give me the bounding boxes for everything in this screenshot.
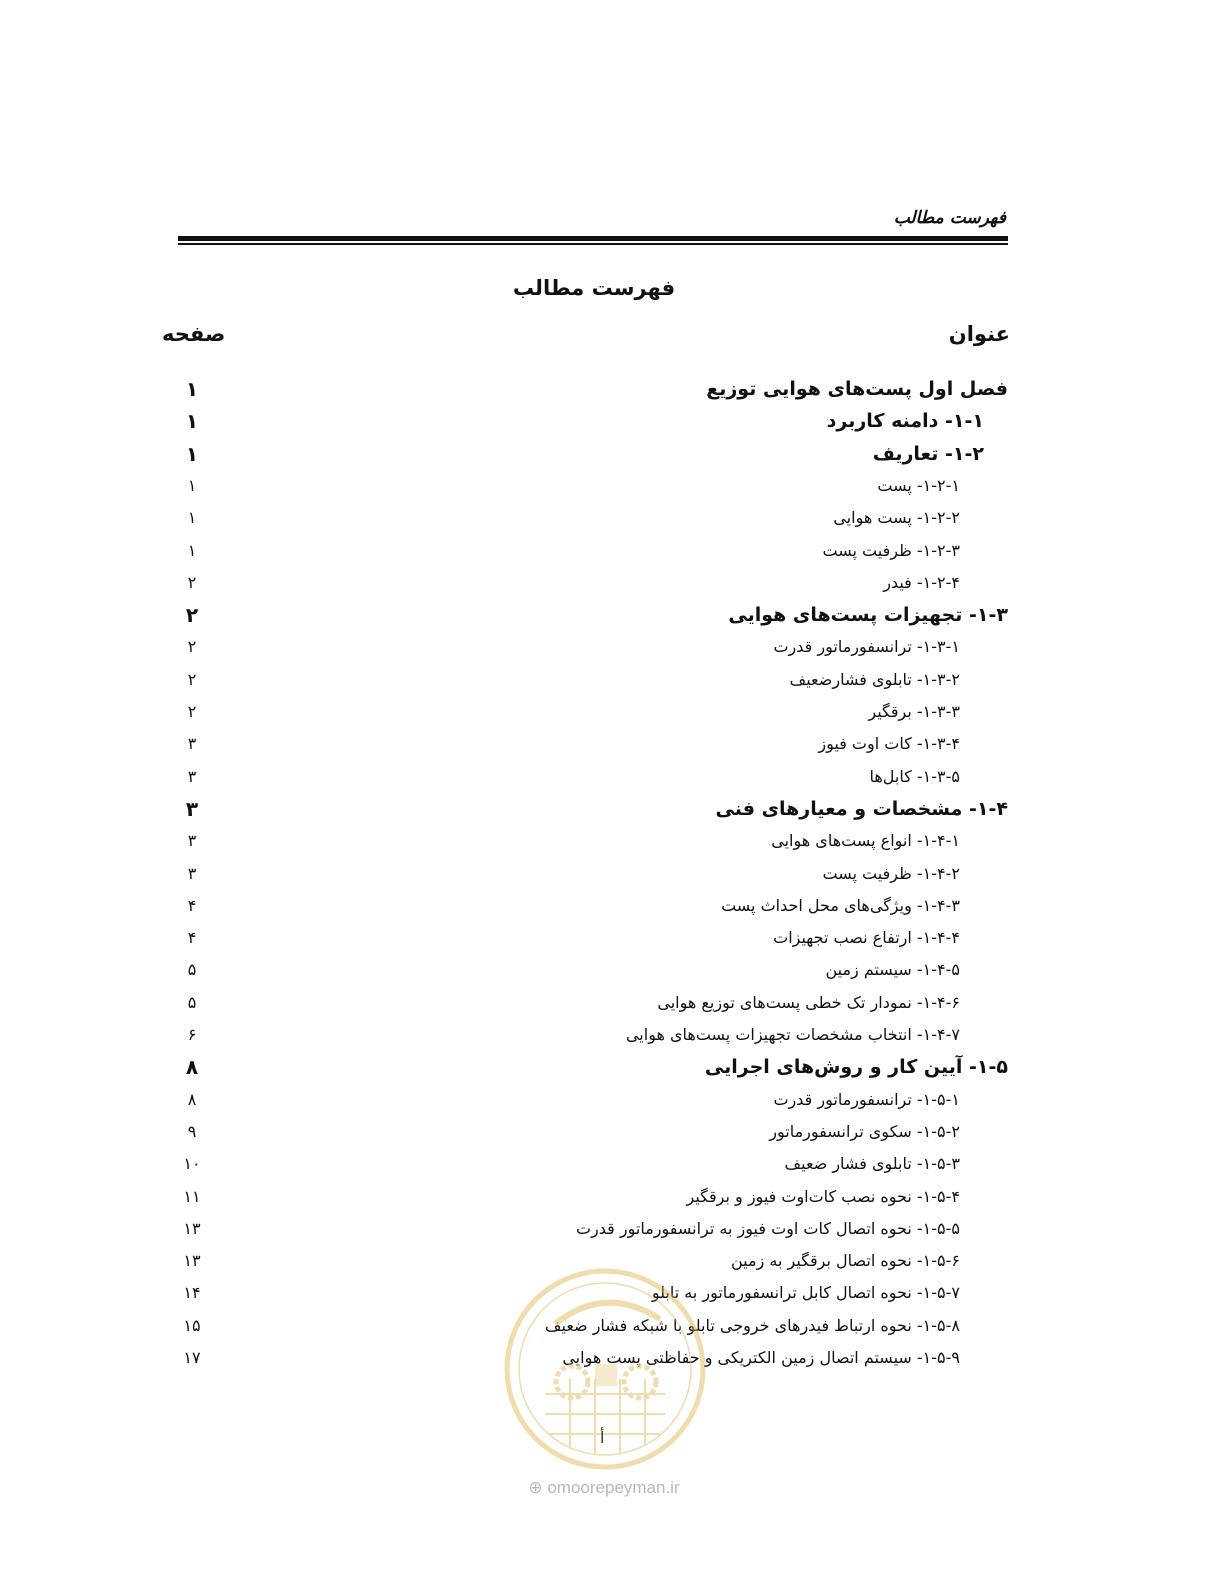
toc-entry <box>160 1182 1008 1212</box>
toc-entry <box>160 1117 1008 1147</box>
toc-entry <box>160 1278 1008 1308</box>
toc-entry-page: ۶ <box>187 1025 197 1044</box>
toc-entry <box>160 1311 1008 1341</box>
toc-entry <box>160 406 1008 436</box>
toc-entry <box>160 471 1008 501</box>
toc-entry <box>160 439 1008 469</box>
toc-entry-title: ۱-۴-۲- ظرفیت پست <box>822 863 960 883</box>
toc-entry-page: ۳ <box>187 766 197 786</box>
column-page-label: صفحه <box>162 322 226 346</box>
toc-entry-page: ۹ <box>187 1121 197 1141</box>
toc-entry-page: ۳ <box>187 734 197 754</box>
toc-entry <box>160 1246 1008 1276</box>
toc-entry <box>160 374 1008 404</box>
toc-entry-page: ۱ <box>185 441 199 466</box>
toc-entry-page: ۱ <box>187 540 197 560</box>
toc-entry-title: ۱-۳-۱- ترانسفورماتور قدرت <box>773 637 960 657</box>
toc-entry-page: ۱ <box>187 475 197 495</box>
toc-entry <box>160 1343 1008 1373</box>
column-title-label: عنوان <box>948 322 1010 346</box>
toc-entry <box>160 665 1008 695</box>
toc-entry-title: ۱-۲-۳- ظرفیت پست <box>822 540 960 560</box>
toc-entry-title: ۱-۲-۲- پست هوایی <box>833 508 960 528</box>
toc-entry-page: ۱ <box>185 409 199 434</box>
page-number: أ <box>600 1428 605 1447</box>
toc-entry-title: ۱-۵-۹- سیستم اتصال زمین الکتریکی و حفاظتی پست هوایی <box>562 1348 960 1367</box>
toc-entry-page: ۱۳ <box>183 1218 201 1238</box>
toc-entry-title: ۱-۳-۴- کات اوت فیوز <box>818 734 960 754</box>
page-title: فهرست مطالب <box>512 276 676 300</box>
toc-entry <box>160 923 1008 953</box>
toc-entry-title: ۱-۴- مشخصات و معیارهای فنی <box>715 797 1008 820</box>
toc-entry-page: ۲ <box>187 637 197 657</box>
toc-entry <box>160 859 1008 889</box>
toc-entry-title: ۱-۲-۱- پست <box>877 475 960 495</box>
toc-entry-title: ۱-۵- آیین کار و روش‌های اجرایی <box>704 1056 1008 1079</box>
toc-entry-page: ۱۵ <box>183 1315 201 1335</box>
toc-entry-page: ۱۱ <box>183 1186 201 1206</box>
toc-entry-title: ۱-۳-۳- برقگیر <box>868 702 960 721</box>
toc-entry <box>160 1052 1008 1082</box>
toc-entry <box>160 794 1008 824</box>
toc-entry-page: ۱۳ <box>183 1251 201 1271</box>
toc-entry-title: ۱-۵-۱- ترانسفورماتور قدرت <box>773 1089 960 1109</box>
toc-entry-title: ۱-۴-۵- سیستم زمین <box>825 960 960 980</box>
toc-entry-page: ۲ <box>187 702 197 721</box>
toc-entry <box>160 568 1008 598</box>
toc-entry <box>160 955 1008 985</box>
toc-entry-title: ۱-۱- دامنه کاربرد <box>826 410 984 433</box>
toc-entry-title: ۱-۳-۵- کابل‌ها <box>869 766 960 786</box>
toc-entry <box>160 729 1008 759</box>
toc-entry-title: فصل اول پست‌های هوایی توزیع <box>706 378 1008 400</box>
toc-entry <box>160 503 1008 533</box>
toc-entry-page: ۸ <box>187 1089 197 1109</box>
toc-entry-title: ۱-۲- تعاریف <box>872 442 984 465</box>
toc-entry-title: ۱-۵-۴- نحوه نصب کات‌اوت فیوز و برقگیر <box>686 1186 960 1206</box>
toc-entry <box>160 697 1008 727</box>
toc-entry-page: ۱۴ <box>183 1283 201 1303</box>
toc-entry-title: ۱-۴-۳- ویژگی‌های محل احداث پست <box>721 895 960 915</box>
toc-entry-page: ۴ <box>187 895 197 915</box>
toc-entry-title: ۱-۵-۸- نحوه ارتباط فیدرهای خروجی تابلو با شبکه فشار ضعیف <box>544 1315 960 1335</box>
toc-entry-page: ۲ <box>185 603 199 628</box>
toc-entry <box>160 826 1008 856</box>
toc-entry <box>160 1085 1008 1115</box>
toc-entry-page: ۳ <box>187 831 197 851</box>
toc-entry-page: ۱۰ <box>183 1154 201 1174</box>
toc-entry <box>160 762 1008 792</box>
toc-entry-page: ۲ <box>187 572 197 592</box>
toc-entry <box>160 1020 1008 1050</box>
toc-entry-title: ۱-۵-۷- نحوه اتصال کابل ترانسفورماتور به تابلو <box>651 1283 960 1303</box>
toc-entry <box>160 988 1008 1018</box>
toc-entry <box>160 536 1008 566</box>
toc-entry-title: ۱-۳- تجهیزات پست‌های هوایی <box>728 604 1008 627</box>
toc-entry-page: ۳ <box>187 863 197 883</box>
toc-entry-title: ۱-۴-۱- انواع پست‌های هوایی <box>771 831 960 851</box>
toc-entry-page: ۱ <box>187 508 197 528</box>
toc-entry-page: ۲ <box>187 669 197 689</box>
globe-icon: ⊕ <box>528 1478 543 1497</box>
footer-url <box>0 1478 1208 1498</box>
toc-entry-page: ۱۷ <box>183 1348 201 1367</box>
toc-entry-page: ۸ <box>185 1055 199 1080</box>
toc-entry-page: ۴ <box>187 928 197 948</box>
toc-entry-page: ۵ <box>187 960 197 980</box>
toc-entry <box>160 600 1008 630</box>
toc-entry-title: ۱-۲-۴- فیدر <box>883 572 960 592</box>
toc-entry-page: ۵ <box>187 992 197 1012</box>
toc-entry-title: ۱-۵-۲- سکوی ترانسفورماتور <box>769 1121 960 1141</box>
toc-entry-title: ۱-۴-۷- انتخاب مشخصات تجهیزات پست‌های هوایی <box>625 1025 960 1044</box>
footer-url-text: omoorepeyman.ir <box>547 1478 680 1497</box>
toc-entry <box>160 891 1008 921</box>
toc-entry <box>160 632 1008 662</box>
toc-entry-title: ۱-۵-۵- نحوه اتصال کات اوت فیوز به ترانسفورماتور قدرت <box>575 1218 960 1238</box>
toc-entry-title: ۱-۳-۲- تابلوی فشارضعیف <box>789 669 960 689</box>
toc-entry <box>160 1214 1008 1244</box>
toc-entry-title: ۱-۵-۶- نحوه اتصال برقگیر به زمین <box>731 1251 960 1271</box>
toc-entry-title: ۱-۵-۳- تابلوی فشار ضعیف <box>784 1154 960 1174</box>
toc-entry-title: ۱-۴-۴- ارتفاع نصب تجهیزات <box>773 928 960 948</box>
toc-entry-page: ۱ <box>185 377 199 401</box>
header-running-title: فهرست مطالب <box>893 208 1006 228</box>
toc-entry <box>160 1149 1008 1179</box>
toc-entry-page: ۳ <box>185 796 199 821</box>
toc-entry-title: ۱-۴-۶- نمودار تک خطی پست‌های توزیع هوایی <box>657 992 960 1012</box>
